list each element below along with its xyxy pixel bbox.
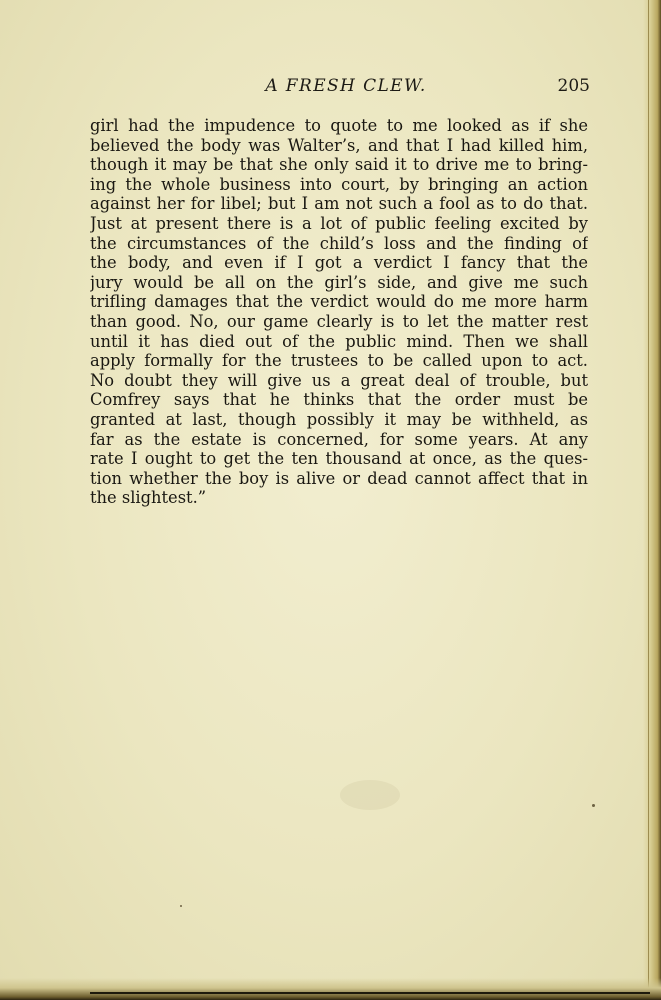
page-stain xyxy=(340,780,400,810)
page-header xyxy=(92,76,590,100)
text-line: rate I ought to get the ten thousand at once, as the ques- xyxy=(90,449,588,469)
text-line: jury would be all on the girl’s side, and give me such xyxy=(90,272,588,292)
page-speck xyxy=(592,804,595,807)
text-line: the slightest.” xyxy=(90,488,207,508)
text-line: No doubt they will give us a great deal of trouble, but xyxy=(90,370,588,390)
page-edge-right xyxy=(643,0,661,1000)
body-text xyxy=(90,116,588,508)
text-line: granted at last, though possibly it may be withheld, as xyxy=(90,409,588,429)
text-line: though it may be that she only said it to drive me to bring- xyxy=(90,155,588,175)
page-edge-bottom xyxy=(0,978,661,1000)
text-line: ing the whole business into court, by bringing an action xyxy=(90,174,588,194)
text-line: against her for libel; but I am not such a fool as to do that. xyxy=(90,194,588,214)
text-line: the circumstances of the child’s loss and the finding of xyxy=(90,233,588,253)
text-line: until it has died out of the public mind. Then we shall xyxy=(90,331,588,351)
page-number: 205 xyxy=(557,76,590,96)
text-line: tion whether the boy is alive or dead cannot affect that in xyxy=(90,468,588,488)
text-line: Comfrey says that he thinks that the order must be xyxy=(90,390,588,410)
page-edge-bottom-line xyxy=(90,992,650,994)
text-line: believed the body was Walter’s, and that I had killed him, xyxy=(90,135,588,155)
text-line: Just at present there is a lot of public feeling excited by xyxy=(90,213,588,233)
text-line: girl had the impudence to quote to me looked as if she xyxy=(90,116,588,135)
page-edge-line xyxy=(648,0,649,1000)
running-title: A FRESH CLEW. xyxy=(265,76,427,96)
text-line: apply formally for the trustees to be called upon to act. xyxy=(90,351,588,371)
text-line: far as the estate is concerned, for some years. At any xyxy=(90,429,588,449)
text-line: than good. No, our game clearly is to let the matter rest xyxy=(90,311,588,331)
text-line: the body, and even if I got a verdict I fancy that the xyxy=(90,253,588,273)
page-speck xyxy=(180,905,182,907)
text-line: trifling damages that the verdict would do me more harm xyxy=(90,292,588,312)
